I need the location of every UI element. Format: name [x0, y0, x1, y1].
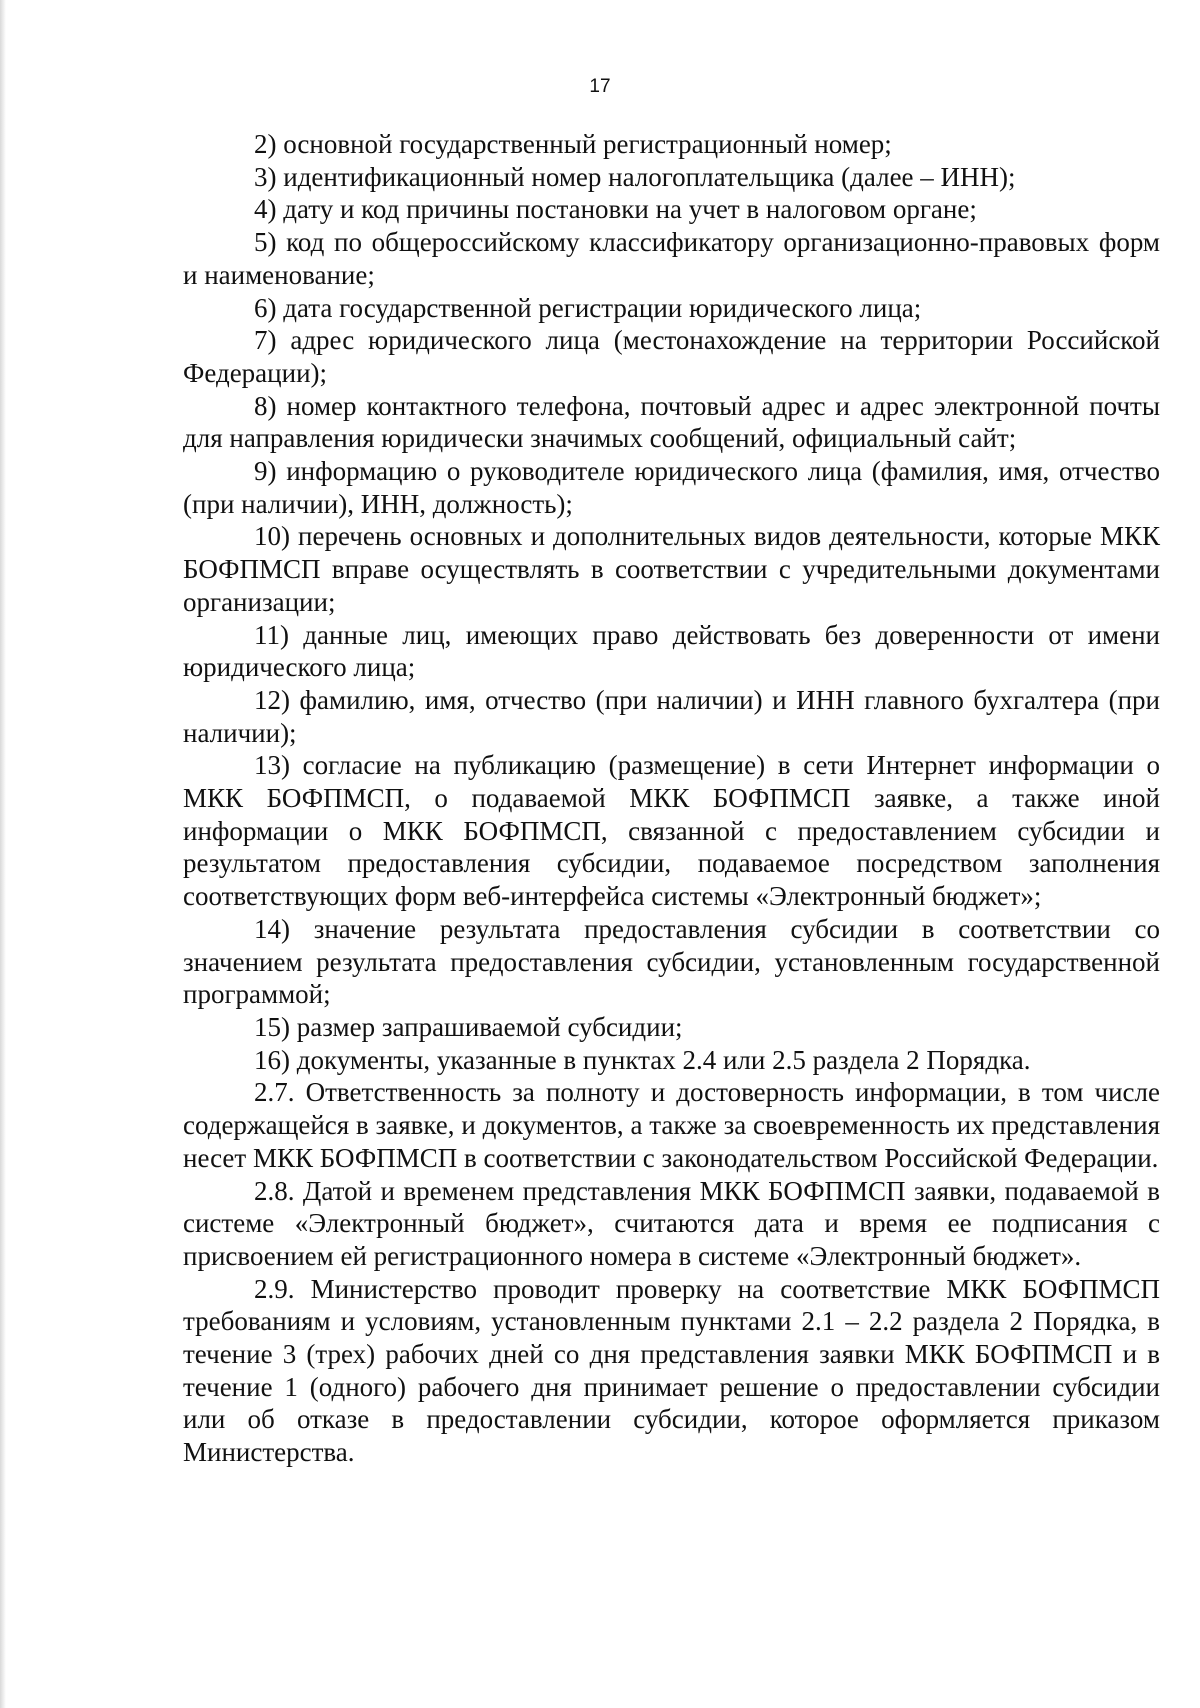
paragraph-item-2: 2) основной государственный регистрационный номер;	[254, 129, 892, 159]
paragraph-item-9: 9) информацию о руководителе юридического лица (фамилия, имя, отчество (при наличии), ИНН, должность);	[183, 456, 1160, 519]
paragraph-item-3: 3) идентификационный номер налогоплательщика (далее – ИНН);	[254, 161, 1016, 192]
paragraph-item-16: 16) документы, указанные в пунктах 2.4 или 2.5 раздела 2 Порядка.	[254, 1044, 1031, 1075]
paragraph-item-8: 8) номер контактного телефона, почтовый адрес и адрес электронной почты для направления юридически значимых сообщений, официальный сайт;	[183, 390, 1160, 454]
paragraph-item-11: 11) данные лиц, имеющих право действовать без доверенности от имени юридического лица;	[183, 619, 1160, 683]
paragraph-item-7: 7) адрес юридического лица (местонахождение на территории Российской Федерации);	[183, 325, 1160, 388]
paragraph-clause-2-7: 2.7. Ответственность за полноту и достоверность информации, в том числе содержащейся в заявке, и документов, а также за своевременность их представления несет МКК БОФПМСП в соответствии с законодательством Российской Федерации.	[183, 1077, 1160, 1173]
paragraph-item-12: 12) фамилию, имя, отчество (при наличии) и ИНН главного бухгалтера (при наличии);	[183, 684, 1160, 748]
scan-left-edge	[0, 0, 6, 1708]
paragraph-item-14: 14) значение результата предоставления субсидии в соответствии со значением результата предоставления субсидии, установленным государственной программой;	[183, 913, 1160, 1010]
document-body	[183, 128, 1160, 1469]
paragraph-clause-2-9: 2.9. Министерство проводит проверку на соответствие МКК БОФПМСП требованиям и условиям, установленным пунктами 2.1 – 2.2 раздела 2 Порядка, в течение 3 (трех) рабочих дней со дня представления заявки МКК БОФПМСП и в течение 1 (одного) рабочего дня принимает решение о предоставлении субсидии или об отказе в предоставлении субсидии, которое оформляется приказом Министерства.	[183, 1273, 1160, 1468]
paragraph-item-5: 5) код по общероссийскому классификатору организационно-правовых форм и наименование;	[183, 227, 1160, 290]
paragraph-item-10: 10) перечень основных и дополнительных видов деятельности, которые МКК БОФПМСП вправе осуществлять в соответствии с учредительными документами организации;	[183, 521, 1160, 617]
page-number: 17	[589, 76, 611, 97]
paragraph-item-15: 15) размер запрашиваемой субсидии;	[254, 1011, 683, 1042]
paragraph-item-13: 13) согласие на публикацию (размещение) в сети Интернет информации о МКК БОФПМСП, о подаваемой МКК БОФПМСП заявке, а также иной информации о МКК БОФПМСП, связанной с предоставлением субсидии и результатом предоставления субсидии, подаваемое посредством заполнения соответствующих форм веб-интерфейса системы «Электронный бюджет»;	[183, 750, 1160, 912]
paragraph-item-6: 6) дата государственной регистрации юридического лица;	[254, 292, 922, 323]
paragraph-item-4: 4) дату и код причины постановки на учет в налоговом органе;	[254, 194, 977, 225]
paragraph-clause-2-8: 2.8. Датой и временем представления МКК БОФПМСП заявки, подаваемой в системе «Электронный бюджет», считаются дата и время ее подписания с присвоением ей регистрационного номера в системе «Электронный бюджет».	[183, 1175, 1160, 1271]
